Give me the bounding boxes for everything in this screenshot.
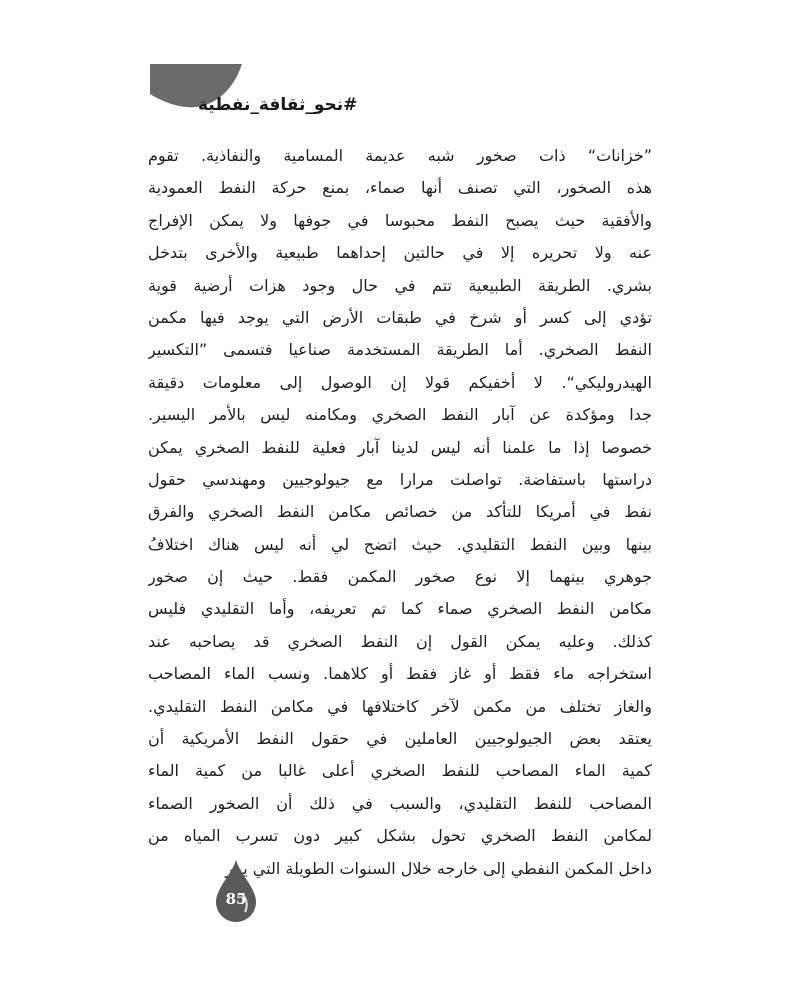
text-line: يعتقد بعض الجيولوجيين العاملين في حقول النفط الأمريكية أن bbox=[148, 729, 652, 749]
text-line: والغاز تختلف من مكمن لآخر كاختلافها في مكامن النفط التقليدي. bbox=[148, 696, 652, 716]
text-line: هذه الصخور، التي تصنف أنها صماء، بمنع حركة النفط العمودية bbox=[148, 178, 652, 198]
text-line: بشري. الطريقة الطبيعية تتم في حال وجود هزات أرضية قوية bbox=[148, 275, 652, 295]
text-line: جدا ومؤكدة عن آبار النفط الصخري ومكامنه ليس بالأمر اليسير. bbox=[148, 405, 652, 425]
text-line: خصوصا إذا ما علمنا أنه ليس لدينا آبار فعلية للنفط الصخري يمكن bbox=[148, 437, 652, 457]
text-line: والأفقية حيث يصبح النفط محبوسا في جوفها ولا يمكن الإفراج bbox=[148, 210, 652, 230]
text-line: دراستها باستفاضة. تواصلت مرارا مع جيولوجيين ومهندسي حقول bbox=[148, 469, 652, 489]
text-line: عنه ولا تحريره إلا في حالتين إحداهما طبيعية والأخرى بتدخل bbox=[148, 243, 652, 263]
text-line: المصاحب للنفط التقليدي، والسبب في ذلك أن الصخور الصماء bbox=[148, 793, 652, 813]
text-line: جوهري بينهما إلا نوع صخور المكمن فقط. حيث إن صخور bbox=[148, 567, 652, 587]
text-line: كمية الماء المصاحب للنفط الصخري أعلى غالبا من كمية الماء bbox=[148, 761, 652, 781]
page-number: 85 bbox=[225, 890, 247, 908]
text-line: النفط الصخري. أما الطريقة المستخدمة صناعيا فتسمى ”التكسير bbox=[148, 340, 652, 360]
text-line: لمكامن النفط الصخري تحول بشكل كبير دون تسرب المياه من bbox=[148, 826, 652, 846]
text-line: استخراجه ماء فقط أو غاز فقط أو كلاهما. ونسب الماء المصاحب bbox=[148, 664, 652, 684]
text-line: داخل المكمن النفطي إلى خارجه خلال السنوات الطويلة التي يمر bbox=[225, 858, 652, 878]
text-line: الهيدروليكي“. لا أخفيكم قولا إن الوصول إلى معلومات دقيقة bbox=[148, 372, 652, 392]
text-line: مكامن النفط الصخري صماء كما تم تعريفه، وأما التقليدي فليس bbox=[148, 599, 652, 619]
text-line: كذلك. وعليه يمكن القول إن النفط الصخري قد يصاحبه عند bbox=[148, 631, 652, 651]
text-line: ”خزانات“ ذات صخور شبه عديمة المسامية والنفاذية. تقوم bbox=[148, 146, 652, 165]
header-hashtag: #نحو_ثقافة_نفطية bbox=[198, 95, 358, 115]
text-line: بينها وبين النفط التقليدي. حيث اتضح لي أنه ليس هناك اختلافُ bbox=[148, 534, 652, 554]
text-line: نفط في أمريكا للتأكد من خصائص مكامن النفط الصخري والفرق bbox=[148, 502, 652, 522]
body-paragraph bbox=[148, 140, 652, 885]
text-line: تؤدي إلى كسر أو شرخ في طبقات الأرض التي يوجد فيها مكمن bbox=[148, 307, 652, 327]
